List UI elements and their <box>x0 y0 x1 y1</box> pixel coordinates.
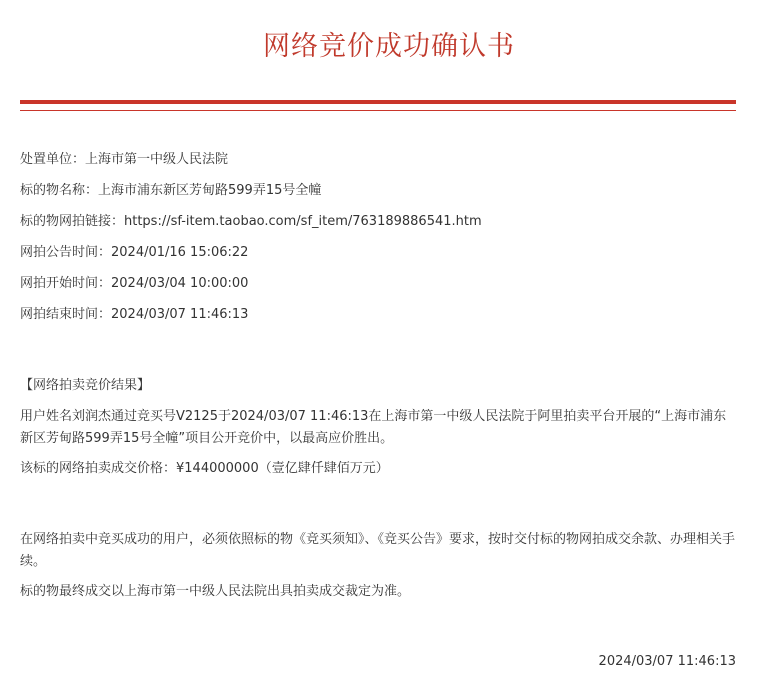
disposal-unit: 处置单位：上海市第一中级人民法院 <box>20 152 229 167</box>
subject-name: 标的物名称：上海市浦东新区芳甸路599弄15号全幢 <box>20 183 322 198</box>
price-text: 该标的网络拍卖成交价格：¥144000000（壹亿肆仟肆佰万元） <box>20 461 389 476</box>
start-time: 网拍开始时间：2024/03/04 10:00:00 <box>20 276 249 291</box>
end-time: 网拍结束时间：2024/03/07 11:46:13 <box>20 307 249 322</box>
issue-timestamp: 2024/03/07 11:46:13 <box>598 654 736 669</box>
page-title: 网络竞价成功确认书 <box>263 31 515 62</box>
auction-link: 标的物网拍链接：https://sf-item.taobao.com/sf_item/763189886541.htm <box>20 214 482 229</box>
notice-text: 在网络拍卖中竞买成功的用户，必须依照标的物《竞买须知》、《竞买公告》要求，按时交付标的物网拍成交余款、办理相关手续。 <box>20 532 736 569</box>
result-heading: 【网络拍卖竞价结果】 <box>20 378 151 393</box>
announce-time: 网拍公告时间：2024/01/16 15:06:22 <box>20 245 249 260</box>
final-text: 标的物最终成交以上海市第一中级人民法院出具拍卖成交裁定为准。 <box>20 584 411 599</box>
title-divider-thick <box>20 100 736 104</box>
result-text: 用户姓名刘润杰通过竞买号V2125于2024/03/07 11:46:13在上海市第一中级人民法院于阿里拍卖平台开展的“上海市浦东新区芳甸路599弄15号全幢”项目公开竞价中，以最高应价胜出。 <box>20 409 727 446</box>
title-divider-thin <box>20 110 736 111</box>
